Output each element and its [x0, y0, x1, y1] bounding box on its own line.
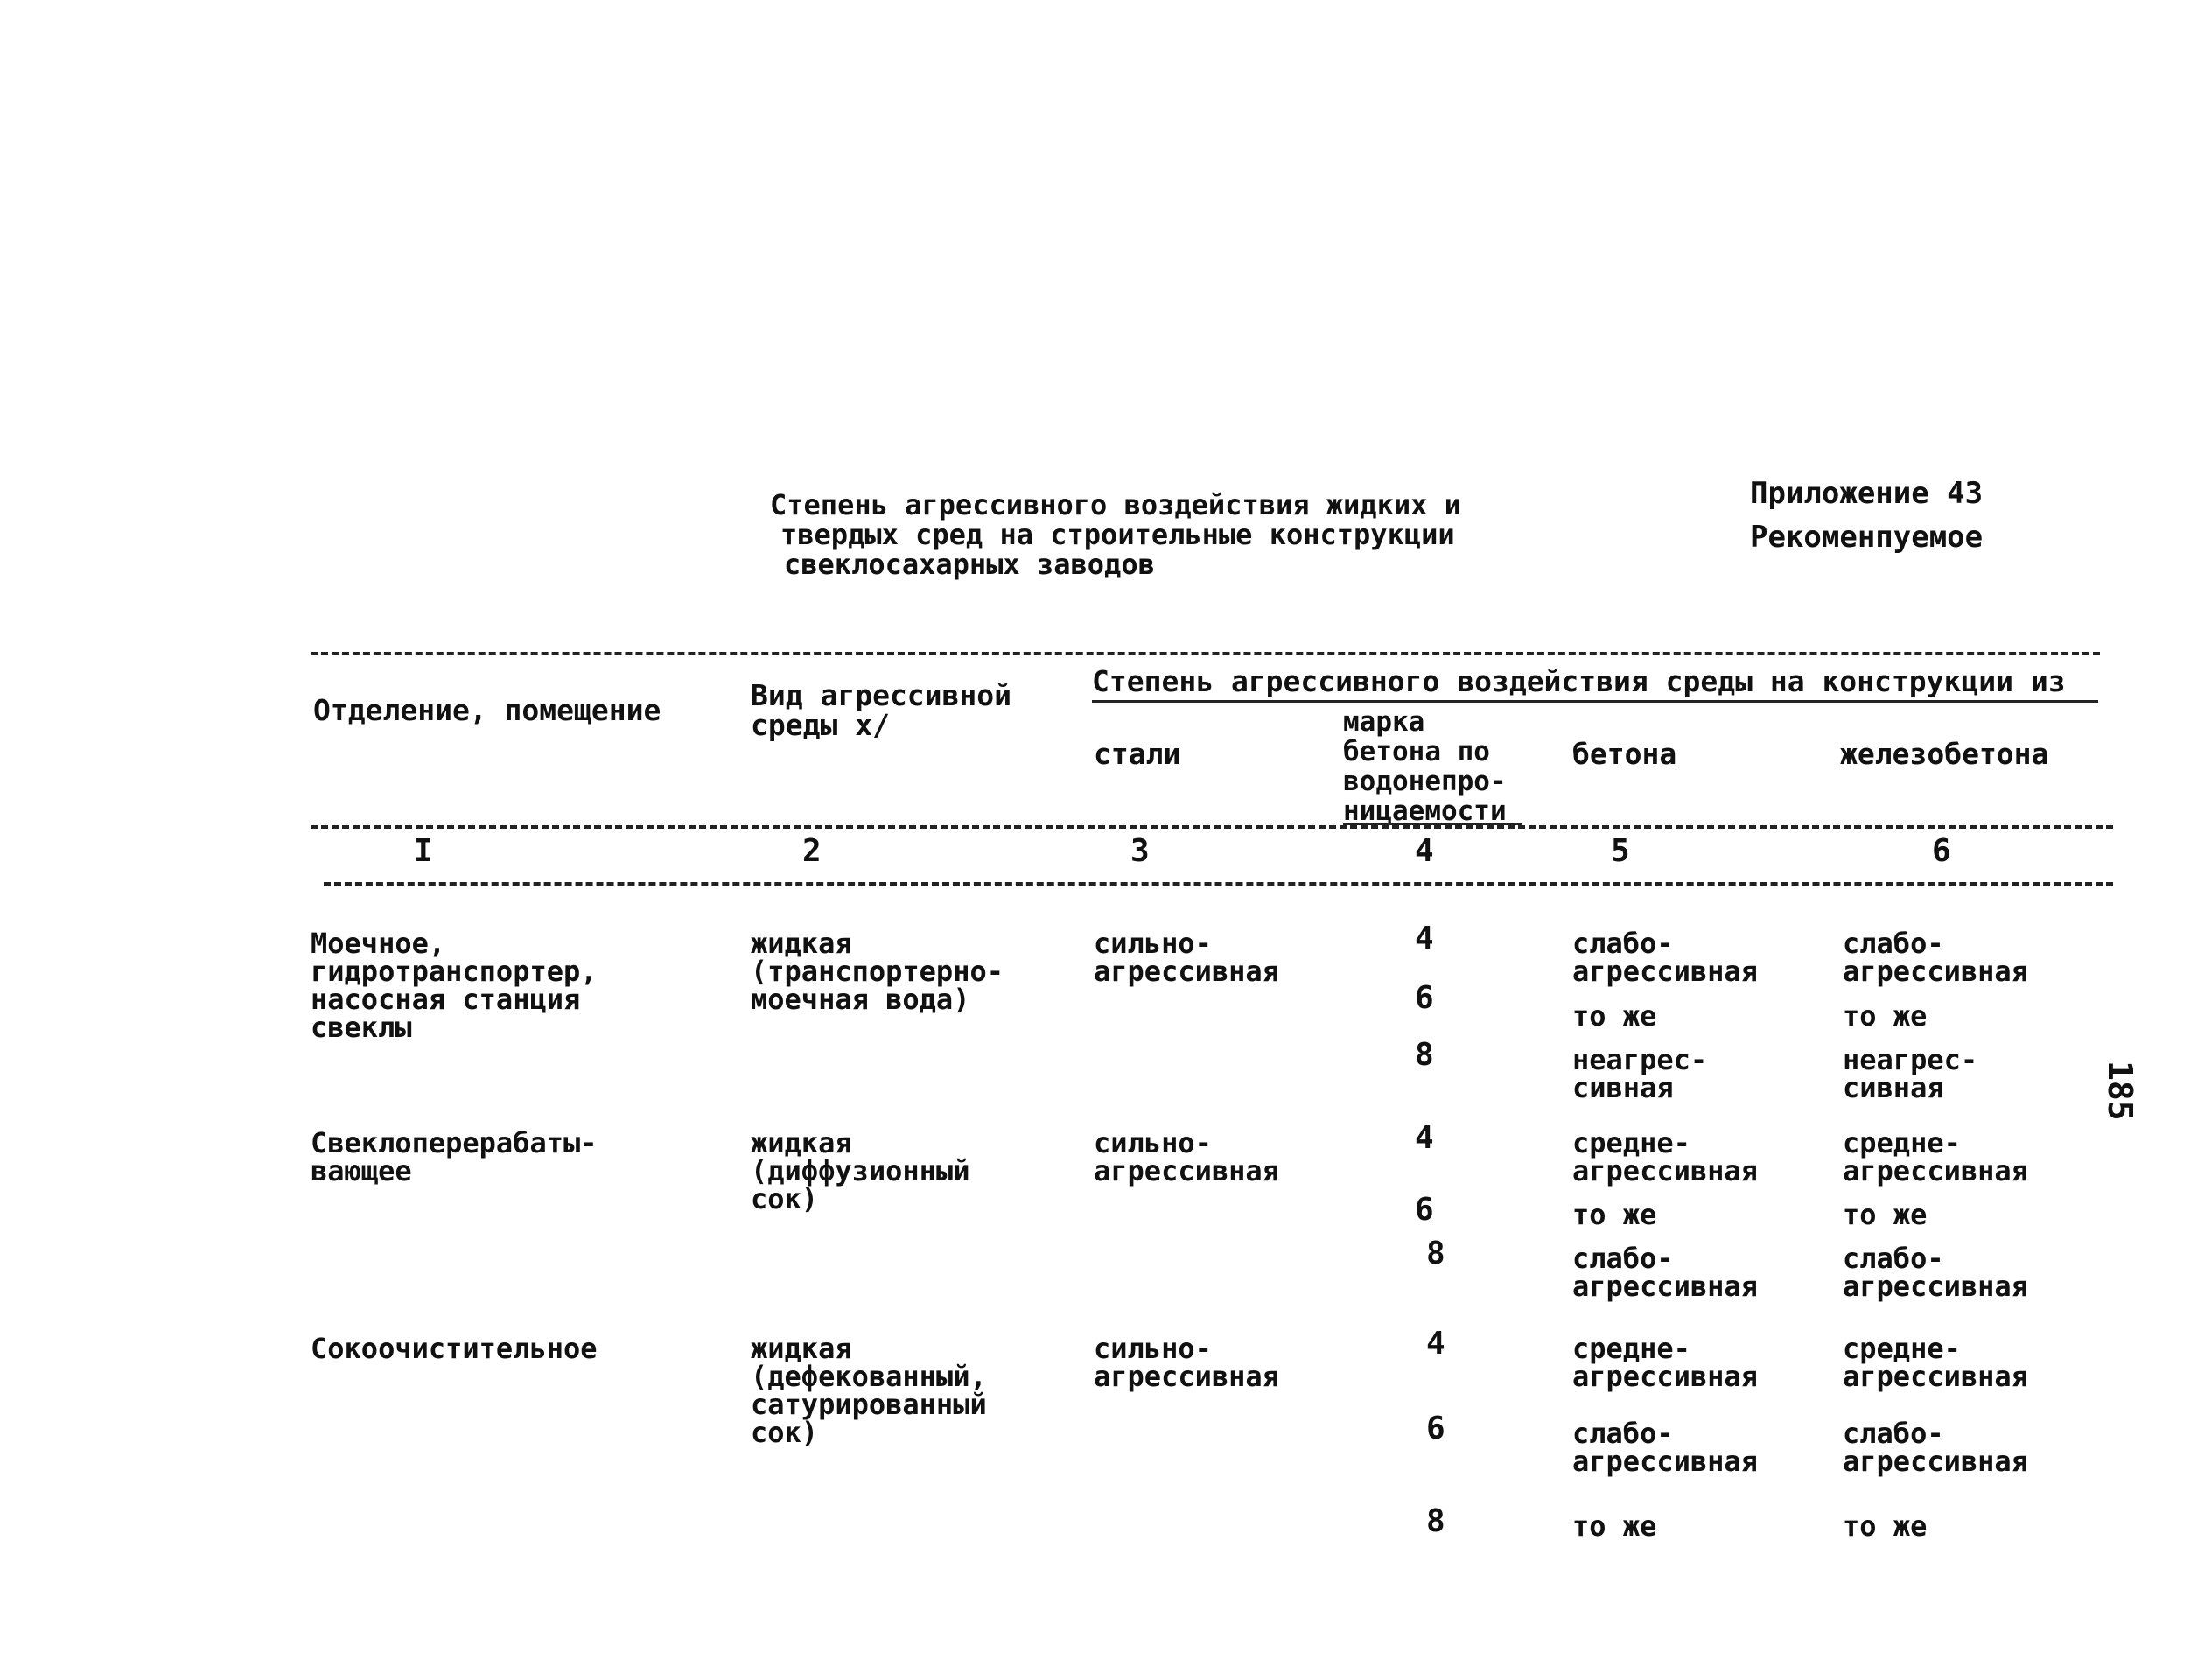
table-top-rule: [311, 652, 2100, 655]
row-2-grade-4-reinforced: средне- агрессивная: [1843, 1126, 2028, 1187]
document-title-line-1: Степень агрессивного воздействия жидких и: [770, 488, 1461, 522]
header-bottom-rule: [311, 825, 2113, 829]
row-3-grade-4-reinforced: средне- агрессивная: [1843, 1332, 2028, 1393]
column-numbers-rule: [324, 882, 2113, 886]
row-2-grade-6: 6: [1415, 1192, 1434, 1228]
header-department: Отделение, помещение: [313, 693, 661, 727]
row-3-grade-4: 4: [1426, 1326, 1445, 1362]
row-1-grade-4: 4: [1415, 920, 1434, 956]
column-number-2: 2: [802, 833, 822, 869]
row-2-department: Свеклоперерабаты- вающее: [311, 1126, 598, 1187]
row-1-medium: жидкая (транспортерно- моечная вода): [751, 927, 1004, 1016]
row-2-steel: сильно- агрессивная: [1094, 1126, 1279, 1187]
row-1-grade-4-reinforced: слабо- агрессивная: [1843, 927, 2028, 988]
row-2-grade-4-concrete: средне- агрессивная: [1572, 1126, 1758, 1187]
row-2-grade-6-reinforced: то же: [1843, 1198, 1928, 1231]
row-3-grade-8-reinforced: то же: [1843, 1509, 1928, 1543]
header-group-underline: [1092, 700, 2098, 703]
row-2-grade-8: 8: [1426, 1236, 1445, 1271]
row-1-grade-8-concrete: неагрес- сивная: [1572, 1043, 1708, 1104]
row-1-grade-6-reinforced: то же: [1843, 999, 1928, 1032]
row-3-grade-8: 8: [1426, 1503, 1445, 1539]
row-2-medium: жидкая (диффузионный сок): [751, 1126, 970, 1215]
row-1-grade-6-concrete: то же: [1572, 999, 1657, 1032]
appendix-status: Рекоменпуемое: [1750, 520, 1984, 555]
row-3-department: Сокоочистительное: [311, 1332, 598, 1365]
row-1-department: Моечное, гидротранспортер, насосная станция свеклы: [311, 927, 598, 1044]
column-number-6: 6: [1932, 833, 1951, 869]
row-2-grade-8-concrete: слабо- агрессивная: [1572, 1242, 1758, 1303]
header-concrete: бетона: [1572, 737, 1677, 771]
row-2-grade-4: 4: [1415, 1120, 1434, 1156]
header-steel: стали: [1094, 737, 1181, 771]
row-2-grade-8-reinforced: слабо- агрессивная: [1843, 1242, 2028, 1303]
appendix-label: Приложение 43: [1750, 476, 1984, 511]
column-number-4: 4: [1415, 833, 1434, 869]
row-1-grade-8: 8: [1415, 1037, 1434, 1073]
row-3-grade-6-concrete: слабо- агрессивная: [1572, 1417, 1758, 1478]
page-number: 185: [2101, 1060, 2139, 1121]
column-number-5: 5: [1611, 833, 1630, 869]
header-medium-line-2: среды х/: [751, 708, 890, 742]
row-3-grade-4-concrete: средне- агрессивная: [1572, 1332, 1758, 1393]
header-medium-line-1: Вид агрессивной: [751, 678, 1012, 712]
row-3-steel: сильно- агрессивная: [1094, 1332, 1279, 1393]
row-3-grade-8-concrete: то же: [1572, 1509, 1657, 1543]
row-3-grade-6-reinforced: слабо- агрессивная: [1843, 1417, 2028, 1478]
row-2-grade-6-concrete: то же: [1572, 1198, 1657, 1231]
row-1-grade-6: 6: [1415, 980, 1434, 1016]
document-title-line-3: свеклосахарных заводов: [784, 548, 1155, 581]
row-1-grade-8-reinforced: неагрес- сивная: [1843, 1043, 1978, 1104]
header-reinforced-concrete: железобетона: [1840, 737, 2049, 771]
header-concrete-grade: марка бетона по водонепро- ницаемости: [1343, 706, 1507, 827]
column-number-1: I: [414, 833, 433, 869]
row-3-medium: жидкая (дефекованный, сатурированный сок): [751, 1332, 987, 1449]
header-aggression-group: Степень агрессивного воздействия среды на конструкции из: [1092, 664, 2066, 698]
row-1-grade-4-concrete: слабо- агрессивная: [1572, 927, 1758, 988]
row-1-steel: сильно- агрессивная: [1094, 927, 1279, 988]
document-title-line-2: твердых сред на строительные конструкции: [780, 518, 1455, 551]
row-3-grade-6: 6: [1426, 1410, 1445, 1446]
column-number-3: 3: [1130, 833, 1150, 869]
